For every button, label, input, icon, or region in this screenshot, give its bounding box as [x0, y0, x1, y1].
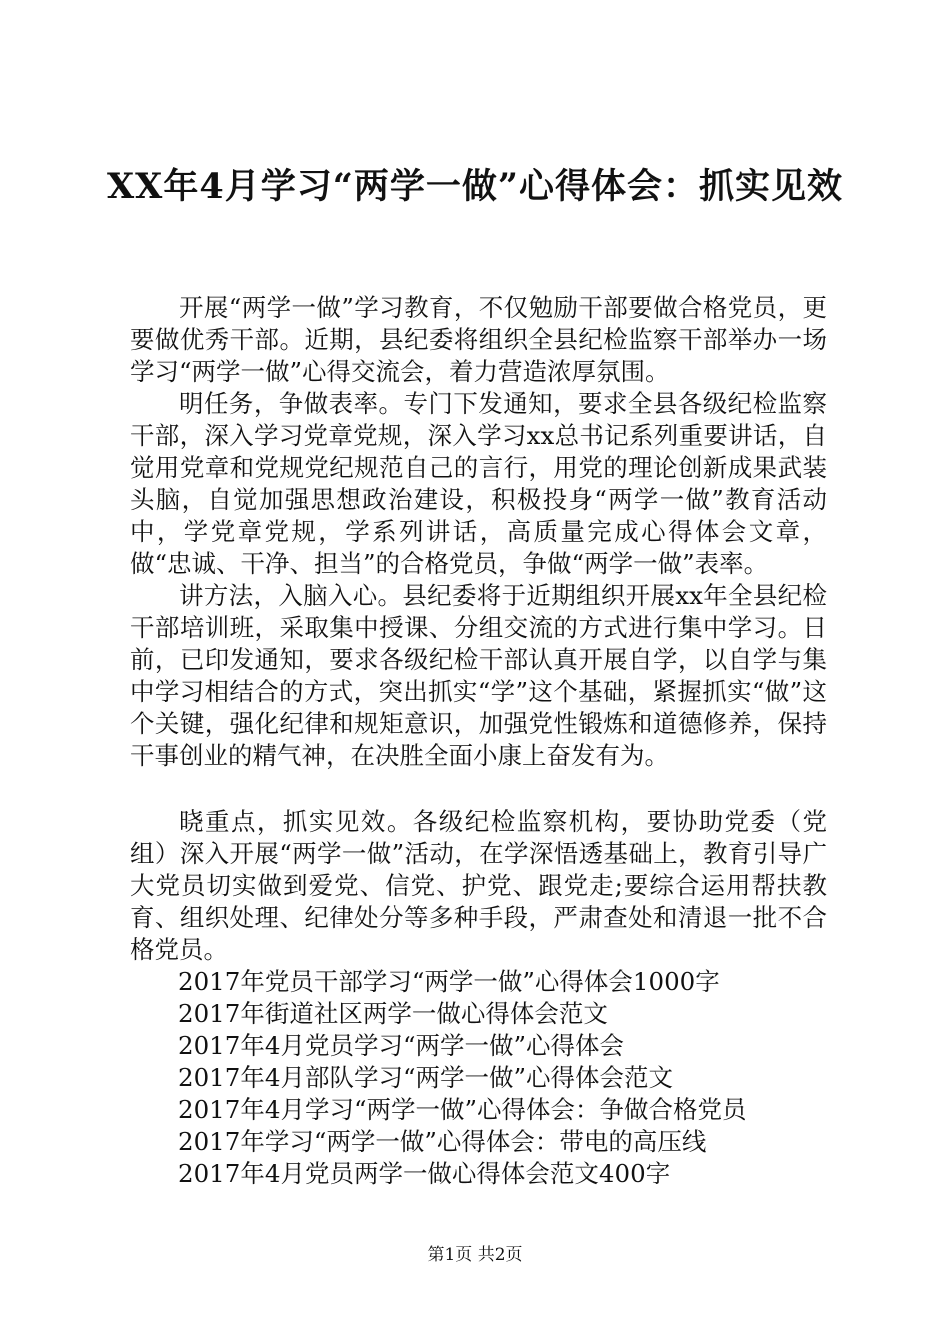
paragraph-intro: 开展“两学一做”学习教育，不仅勉励干部要做合格党员，更要做优秀干部。近期，县纪委将组织全县纪检监察干部举办一场学习“两学一做”心得交流会，着力营造浓厚氛围。 — [130, 293, 827, 386]
paragraph-methods: 讲方法，入脑入心。县纪委将于近期组织开展xx年全县纪检干部培训班，采取集中授课、分组交流的方式进行集中学习。日前，已印发通知，要求各级纪检干部认真开展自学，以自学与集中学习相结合的方式，突出抓实“学”这个基础，紧握抓实“做”这个关键，强化纪律和规矩意识，加强党性锻炼和道德修养，保持干事创业的精气神，在决胜全面小康上奋发有为。 — [130, 581, 827, 770]
document-title: XX年4月学习“两学一做”心得体会：抓实见效 — [107, 166, 843, 207]
related-article-link[interactable]: 2017年4月部队学习“两学一做”心得体会范文 — [178, 1063, 673, 1092]
paragraph-tasks: 明任务，争做表率。专门下发通知，要求全县各级纪检监察干部，深入学习党章党规，深入学习xx总书记系列重要讲话，自觉用党章和党规党纪规范自己的言行，用党的理论创新成果武装头脑，自觉加强思想政治建设，积极投身“两学一做”教育活动中，学党章党规，学系列讲话，高质量完成心得体会文章，做“忠诚、干净、担当”的合格党员，争做“两学一做”表率。 — [130, 389, 827, 578]
paragraph-focus: 晓重点，抓实见效。各级纪检监察机构，要协助党委（党组）深入开展“两学一做”活动，在学深悟透基础上，教育引导广大党员切实做到爱党、信党、护党、跟党走;要综合运用帮扶教育、组织处理、纪律处分等多种手段，严肃查处和清退一批不合格党员。 — [130, 807, 827, 964]
related-article-link[interactable]: 2017年4月党员两学一做心得体会范文400字 — [178, 1159, 671, 1188]
paragraph-gap — [130, 772, 827, 806]
related-articles-list — [130, 966, 827, 1190]
related-article-link[interactable]: 2017年街道社区两学一做心得体会范文 — [178, 999, 608, 1028]
page-number-footer: 第1页 共2页 — [427, 1245, 523, 1265]
document-body — [130, 292, 827, 1190]
related-article-link[interactable]: 2017年党员干部学习“两学一做”心得体会1000字 — [178, 967, 720, 996]
related-article-link[interactable]: 2017年学习“两学一做”心得体会：带电的高压线 — [178, 1127, 707, 1156]
related-article-link[interactable]: 2017年4月学习“两学一做”心得体会：争做合格党员 — [178, 1095, 747, 1124]
related-article-link[interactable]: 2017年4月党员学习“两学一做”心得体会 — [178, 1031, 624, 1060]
